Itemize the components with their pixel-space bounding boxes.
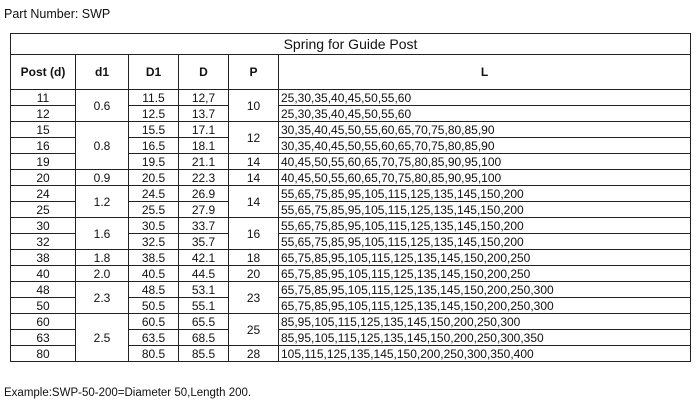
- cell-P: 25: [229, 314, 279, 346]
- cell-d1: 2.3: [76, 282, 129, 314]
- cell-L: 85,95,105,115,125,135,145,150,200,250,300,350: [279, 330, 691, 346]
- cell-L: 30,35,40,45,50,55,60,65,70,75,80,85,90: [279, 138, 691, 154]
- cell-D: 68.5: [179, 330, 229, 346]
- header-post: Post (d): [11, 55, 76, 90]
- example-note: Example:SWP-50-200=Diameter 50,Length 200.: [4, 387, 252, 399]
- cell-L: 25,30,35,40,45,50,55,60: [279, 106, 691, 122]
- cell-D: 13.7: [179, 106, 229, 122]
- cell-D1: 25.5: [129, 202, 179, 218]
- cell-post: 80: [11, 346, 76, 362]
- cell-D: 18.1: [179, 138, 229, 154]
- cell-D1: 60.5: [129, 314, 179, 330]
- cell-P: 18: [229, 250, 279, 266]
- cell-D: 17.1: [179, 122, 229, 138]
- cell-L: 30,35,40,45,50,55,60,65,70,75,80,85,90: [279, 122, 691, 138]
- cell-D1: 24.5: [129, 186, 179, 202]
- cell-D: 26.9: [179, 186, 229, 202]
- cell-post: 11: [11, 90, 76, 106]
- cell-D: 55.1: [179, 298, 229, 314]
- table-row: [11, 282, 691, 298]
- cell-D1: 50.5: [129, 298, 179, 314]
- cell-L: 25,30,35,40,45,50,55,60: [279, 90, 691, 106]
- cell-L: 40,45,50,55,60,65,70,75,80,85,90,95,100: [279, 170, 691, 186]
- cell-P: 14: [229, 186, 279, 218]
- cell-post: 38: [11, 250, 76, 266]
- cell-D: 21.1: [179, 154, 229, 170]
- cell-post: 25: [11, 202, 76, 218]
- header-D: D: [179, 55, 229, 90]
- header-P: P: [229, 55, 279, 90]
- header-L: L: [279, 55, 691, 90]
- cell-L: 65,75,85,95,105,115,125,135,145,150,200,250: [279, 250, 691, 266]
- cell-D: 44.5: [179, 266, 229, 282]
- table-row: [11, 122, 691, 138]
- table-row: [11, 90, 691, 106]
- cell-D1: 38.5: [129, 250, 179, 266]
- cell-D1: 80.5: [129, 346, 179, 362]
- cell-post: 50: [11, 298, 76, 314]
- table-row: [11, 170, 691, 186]
- cell-D1: 19.5: [129, 154, 179, 170]
- table-title: Spring for Guide Post: [11, 34, 691, 55]
- cell-d1: 1.2: [76, 186, 129, 218]
- spring-table: [10, 33, 691, 362]
- cell-L: 40,45,50,55,60,65,70,75,80,85,90,95,100: [279, 154, 691, 170]
- cell-D: 22.3: [179, 170, 229, 186]
- cell-D1: 16.5: [129, 138, 179, 154]
- cell-P: 14: [229, 154, 279, 170]
- header-D1: D1: [129, 55, 179, 90]
- cell-P: 14: [229, 170, 279, 186]
- cell-d1: 0.6: [76, 90, 129, 122]
- cell-L: 55,65,75,85,95,105,115,125,135,145,150,200: [279, 234, 691, 250]
- cell-P: 28: [229, 346, 279, 362]
- cell-D1: 20.5: [129, 170, 179, 186]
- cell-post: 48: [11, 282, 76, 298]
- cell-P: 10: [229, 90, 279, 122]
- cell-L: 65,75,85,95,105,115,125,135,145,150,200,250: [279, 266, 691, 282]
- cell-d1: 0.8: [76, 122, 129, 170]
- cell-post: 30: [11, 218, 76, 234]
- cell-L: 85,95,105,115,125,135,145,150,200,250,300: [279, 314, 691, 330]
- cell-post: 12: [11, 106, 76, 122]
- cell-D1: 15.5: [129, 122, 179, 138]
- cell-D1: 12.5: [129, 106, 179, 122]
- table-row: [11, 250, 691, 266]
- cell-D: 85.5: [179, 346, 229, 362]
- cell-post: 24: [11, 186, 76, 202]
- cell-post: 40: [11, 266, 76, 282]
- cell-D1: 11.5: [129, 90, 179, 106]
- cell-P: 20: [229, 266, 279, 282]
- cell-L: 65,75,85,95,105,115,125,135,145,150,200,250,300: [279, 282, 691, 298]
- cell-post: 20: [11, 170, 76, 186]
- cell-D: 65.5: [179, 314, 229, 330]
- cell-L: 55,65,75,85,95,105,115,125,135,145,150,200: [279, 186, 691, 202]
- table-row: [11, 266, 691, 282]
- cell-L: 65,75,85,95,105,115,125,135,145,150,200,250,300: [279, 298, 691, 314]
- cell-D1: 40.5: [129, 266, 179, 282]
- part-number: Part Number: SWP: [4, 7, 111, 21]
- cell-post: 15: [11, 122, 76, 138]
- cell-post: 32: [11, 234, 76, 250]
- cell-D: 33.7: [179, 218, 229, 234]
- cell-post: 19: [11, 154, 76, 170]
- cell-P: 23: [229, 282, 279, 314]
- cell-d1: 0.9: [76, 170, 129, 186]
- cell-d1: 1.8: [76, 250, 129, 266]
- cell-L: 105,115,125,135,145,150,200,250,300,350,400: [279, 346, 691, 362]
- table-row: [11, 218, 691, 234]
- table-row: [11, 314, 691, 330]
- cell-post: 16: [11, 138, 76, 154]
- cell-L: 55,65,75,85,95,105,115,125,135,145,150,200: [279, 202, 691, 218]
- cell-D: 53.1: [179, 282, 229, 298]
- cell-D: 27.9: [179, 202, 229, 218]
- cell-d1: 2.5: [76, 314, 129, 362]
- cell-post: 63: [11, 330, 76, 346]
- cell-d1: 2.0: [76, 266, 129, 282]
- cell-D: 35.7: [179, 234, 229, 250]
- cell-D1: 30.5: [129, 218, 179, 234]
- cell-D1: 48.5: [129, 282, 179, 298]
- cell-D: 42.1: [179, 250, 229, 266]
- cell-post: 60: [11, 314, 76, 330]
- cell-d1: 1.6: [76, 218, 129, 250]
- cell-P: 12: [229, 122, 279, 154]
- cell-D1: 32.5: [129, 234, 179, 250]
- table-row: [11, 186, 691, 202]
- cell-P: 16: [229, 218, 279, 250]
- cell-L: 55,65,75,85,95,105,115,125,135,145,150,200: [279, 218, 691, 234]
- cell-D: 12,7: [179, 90, 229, 106]
- cell-D1: 63.5: [129, 330, 179, 346]
- header-d1: d1: [76, 55, 129, 90]
